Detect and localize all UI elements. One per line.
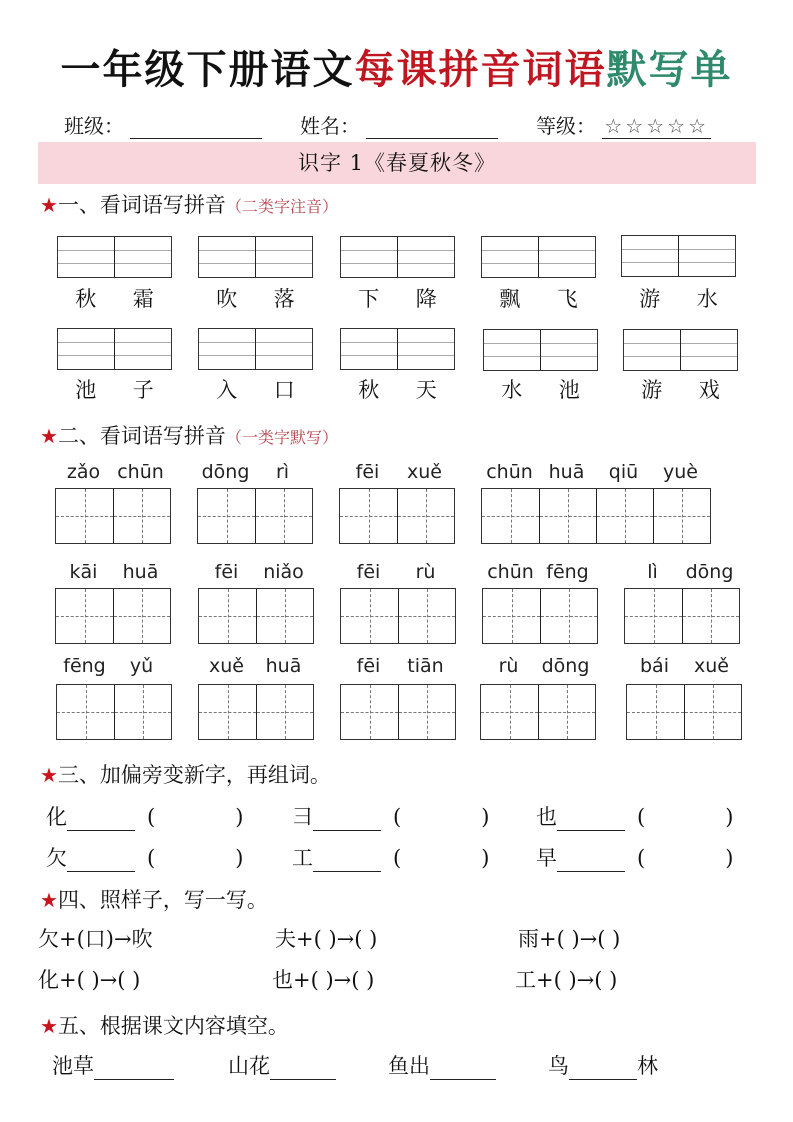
pinyin-label: bái xuě xyxy=(640,655,729,677)
tianzige-box-4[interactable] xyxy=(481,488,711,544)
answer-blank[interactable] xyxy=(569,1058,637,1080)
pinyin-box-8[interactable] xyxy=(340,328,455,370)
pinyin-label: rù dōng xyxy=(498,655,590,677)
pinyin-label: fēng yǔ xyxy=(63,655,154,677)
answer-blank[interactable] xyxy=(430,1058,496,1080)
star-icon: ★ xyxy=(40,1014,58,1038)
pinyin-box-10[interactable] xyxy=(623,329,738,371)
tianzige-box[interactable] xyxy=(626,684,742,740)
fill-blank-item: 池草 xyxy=(52,1050,174,1080)
answer-blank[interactable] xyxy=(557,850,625,872)
title-part-grade: 一年级下册语文 xyxy=(60,46,355,93)
tianzige-box[interactable] xyxy=(55,488,171,544)
radical-item: 早 ( ) xyxy=(536,846,734,870)
word-10: 游 戏 xyxy=(641,378,720,402)
tianzige-box[interactable] xyxy=(339,488,455,544)
star-icon: ★ xyxy=(40,763,58,787)
radical-item: 欠 ( ) xyxy=(46,846,244,870)
tianzige-box[interactable] xyxy=(56,684,172,740)
section3-heading xyxy=(40,760,331,790)
tianzige-box[interactable] xyxy=(480,684,596,740)
section2-note: （一类字默写） xyxy=(225,428,338,447)
pinyin-box-7[interactable] xyxy=(198,328,313,370)
section5-title: 五、根据课文内容填空。 xyxy=(57,1014,289,1038)
class-field xyxy=(64,110,262,139)
equation-item[interactable]: 雨+( )→( ) xyxy=(518,927,621,951)
section1-heading xyxy=(40,190,338,222)
section2-title: 二、看词语写拼音 xyxy=(57,424,226,448)
pinyin-label: chūn huā qiū yuè xyxy=(486,461,698,483)
fill-blank-item: 鱼出 xyxy=(388,1050,496,1080)
tianzige-box[interactable] xyxy=(482,588,598,644)
tianzige-box[interactable] xyxy=(197,488,313,544)
fill-blank-item: 鸟 林 xyxy=(548,1054,658,1078)
name-field xyxy=(300,110,498,139)
word-1: 秋 霜 xyxy=(75,287,154,311)
pinyin-box-4[interactable] xyxy=(481,236,596,278)
name-label: 姓名： xyxy=(300,114,360,138)
word-4: 飘 飞 xyxy=(499,287,578,311)
lesson-banner: 识字 1《春夏秋冬》 xyxy=(38,142,756,184)
title-part-pinyin-words: 每课拼音词语 xyxy=(354,46,607,93)
section4-heading xyxy=(40,885,268,915)
tianzige-box[interactable] xyxy=(340,588,456,644)
radical-item: 彐 ( ) xyxy=(292,805,490,829)
fill-blank-item: 山花 xyxy=(228,1050,336,1080)
pinyin-label: zǎo chūn xyxy=(66,461,164,483)
section1-title: 一、看词语写拼音 xyxy=(57,193,226,217)
example-equation: 欠+(口)→吹 xyxy=(38,927,153,951)
pinyin-box-9[interactable] xyxy=(483,329,598,371)
answer-blank[interactable] xyxy=(313,850,381,872)
class-input-line[interactable] xyxy=(130,117,262,139)
grade-label: 等级： xyxy=(536,114,596,138)
answer-blank[interactable] xyxy=(270,1058,336,1080)
student-info-row xyxy=(64,110,764,140)
star-icon: ★ xyxy=(40,193,58,217)
equation-item[interactable]: 化+( )→( ) xyxy=(38,968,141,992)
pinyin-box-3[interactable] xyxy=(340,236,455,278)
word-7: 入 口 xyxy=(216,378,295,402)
pinyin-label: xuě huā xyxy=(209,655,302,677)
section2-heading xyxy=(40,421,338,453)
name-input-line[interactable] xyxy=(366,117,498,139)
star-icon: ★ xyxy=(40,888,58,912)
title-part-dictation: 默写单 xyxy=(606,46,733,93)
answer-blank[interactable] xyxy=(67,850,135,872)
radical-item: 化 ( ) xyxy=(46,805,244,829)
equation-item[interactable]: 也+( )→( ) xyxy=(272,968,375,992)
section5-heading xyxy=(40,1011,289,1041)
pinyin-label: fēi rù xyxy=(356,561,436,583)
word-5: 游 水 xyxy=(639,287,718,311)
answer-blank[interactable] xyxy=(67,809,135,831)
tianzige-box[interactable] xyxy=(340,684,456,740)
class-label: 班级： xyxy=(64,114,124,138)
tianzige-box[interactable] xyxy=(624,588,740,644)
radical-item: 工 ( ) xyxy=(292,846,490,870)
pinyin-label: dōng rì xyxy=(201,461,290,483)
pinyin-label: fēi tiān xyxy=(356,655,444,677)
tianzige-box[interactable] xyxy=(55,588,171,644)
section1-note: （二类字注音） xyxy=(225,197,338,216)
word-3: 下 降 xyxy=(358,287,437,311)
word-8: 秋 天 xyxy=(358,378,437,402)
pinyin-box-2[interactable] xyxy=(198,236,313,278)
star-icon: ★ xyxy=(40,424,58,448)
grade-stars[interactable]: ☆☆☆☆☆ xyxy=(604,114,710,138)
pinyin-box-5[interactable] xyxy=(621,235,736,277)
word-9: 水 池 xyxy=(501,378,580,402)
section4-title: 四、照样子，写一写。 xyxy=(57,888,268,912)
answer-blank[interactable] xyxy=(313,809,381,831)
word-6: 池 子 xyxy=(75,378,154,402)
answer-blank[interactable] xyxy=(94,1058,174,1080)
pinyin-label: chūn fēng xyxy=(487,561,589,583)
pinyin-label: fēi xuě xyxy=(355,461,442,483)
pinyin-box-1[interactable] xyxy=(57,236,172,278)
section3-title: 三、加偏旁变新字，再组词。 xyxy=(57,763,331,787)
answer-blank[interactable] xyxy=(557,809,625,831)
pinyin-label: fēi niǎo xyxy=(214,561,304,583)
worksheet-title xyxy=(0,40,793,100)
pinyin-box-6[interactable] xyxy=(57,328,172,370)
tianzige-box[interactable] xyxy=(198,684,314,740)
equation-item[interactable]: 工+( )→( ) xyxy=(515,968,618,992)
radical-item: 也 ( ) xyxy=(536,805,734,829)
pinyin-label: lì dōng xyxy=(647,561,734,583)
tianzige-box[interactable] xyxy=(198,588,314,644)
pinyin-label: kāi huā xyxy=(69,561,159,583)
grade-field xyxy=(536,110,711,139)
word-2: 吹 落 xyxy=(216,287,295,311)
equation-item[interactable]: 夫+( )→( ) xyxy=(275,927,378,951)
